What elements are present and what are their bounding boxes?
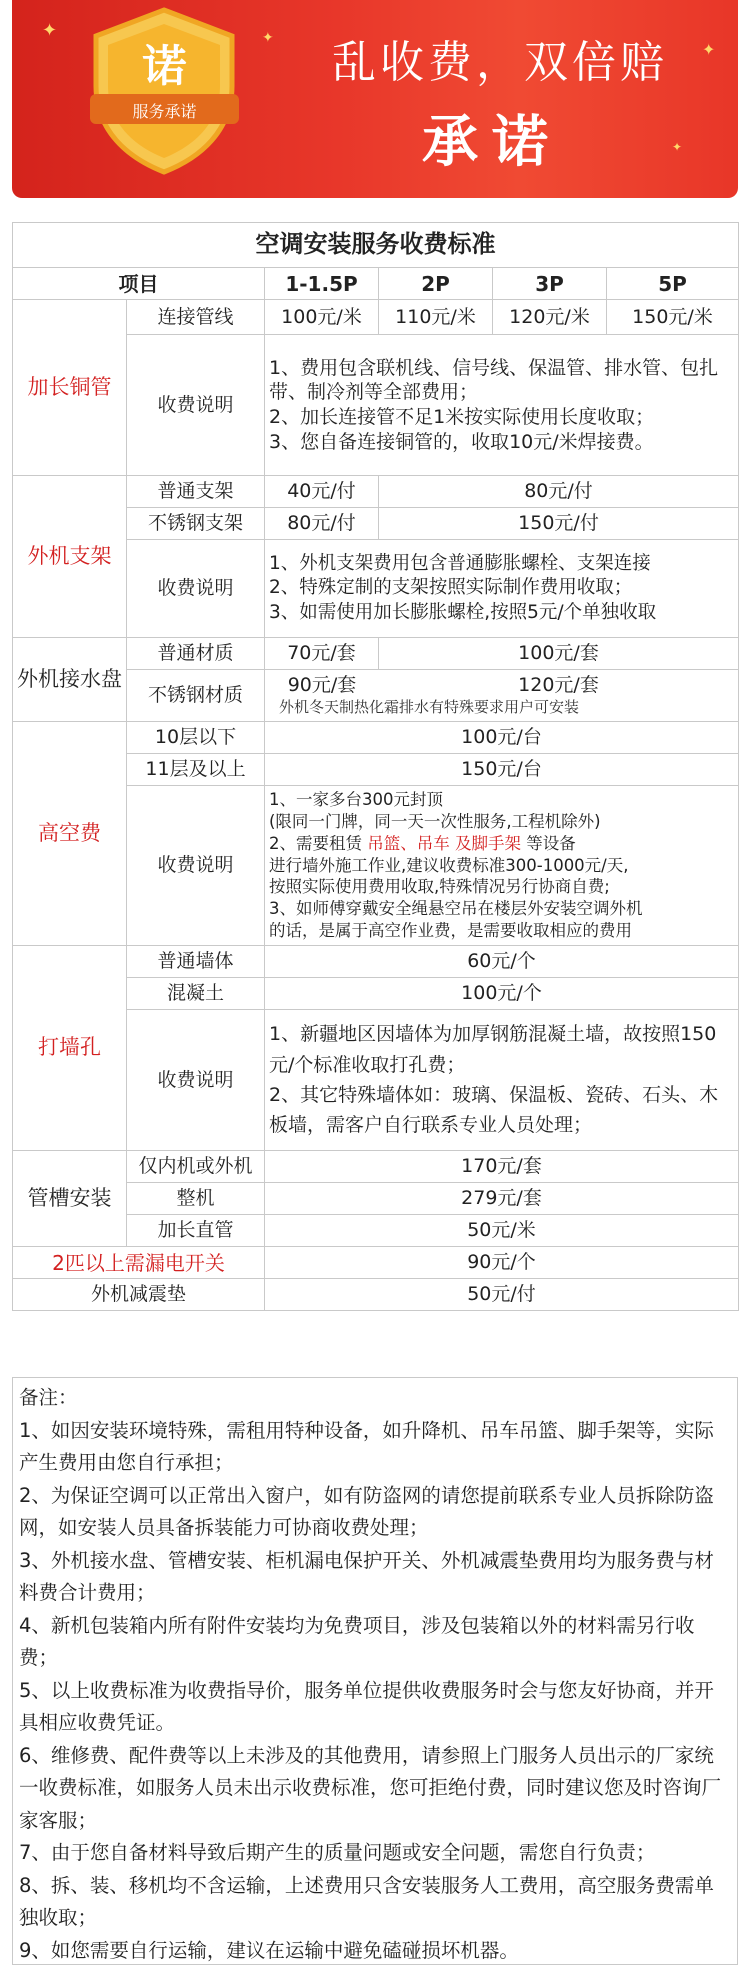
price-cell: 100元/套 — [379, 638, 739, 670]
price-cell: 120元/米 — [493, 300, 607, 335]
remark-item: 3、外机接水盘、管槽安装、柜机漏电保护开关、外机减震垫费用均为服务费与材料费合计费用； — [19, 1548, 714, 1604]
remarks-section — [12, 1377, 738, 1965]
promise-shield-icon — [82, 6, 247, 176]
row-label: 收费说明 — [127, 786, 265, 946]
remark-item: 2、为保证空调可以正常出入窗户，如有防盗网的请您提前联系专业人员拆除防盗网，如安装人员具备拆装能力可协商收费处理； — [19, 1483, 714, 1539]
description-line: 按照实际使用费用收取,特殊情况另行协商自费; — [269, 877, 610, 897]
price-cell: 170元/套 — [265, 1151, 739, 1183]
row-label: 收费说明 — [127, 335, 265, 476]
price-cell: 110元/米 — [379, 300, 493, 335]
description-line: 1、费用包含联机线、信号线、保温管、排水管、包扎带、制冷剂等全部费用； — [269, 356, 719, 404]
remarks-title: 备注： — [19, 1386, 78, 1409]
price-cell: 100元/米 — [265, 300, 379, 335]
description-line: 2、加长连接管不足1米按实际使用长度收取； — [269, 406, 655, 428]
fee-description — [265, 1010, 739, 1151]
fee-description — [265, 786, 739, 946]
description-line: 进行墙外施工作业,建议收费标准300-1000元/天, — [269, 855, 629, 875]
header-2p: 2P — [379, 268, 493, 300]
price-cell: 80元/付 — [379, 476, 739, 508]
shock-pad-label: 外机减震垫 — [13, 1279, 265, 1311]
price-cell: 120元/套 — [518, 674, 599, 697]
remark-item: 9、如您需要自行运输，建议在运输中避免磕碰损坏机器。 — [19, 1938, 519, 1962]
table-title: 空调安装服务收费标准 — [13, 223, 739, 268]
badge-ribbon-text: 服务承诺 — [132, 102, 197, 121]
row-label: 普通支架 — [127, 476, 265, 508]
description-line: (限同一门牌，同一天一次性服务,工程机除外) — [269, 812, 601, 832]
banner-slogan: 乱收费，双倍赔 — [332, 37, 668, 88]
remark-item: 8、拆、装、移机均不含运输，上述费用只含安装服务人工费用，高空服务费需单独收取； — [19, 1873, 714, 1929]
price-cell: 70元/套 — [265, 638, 379, 670]
table-header — [13, 268, 739, 300]
price-cell: 60元/个 — [265, 946, 739, 978]
description-line: 1、一家多台300元封顶 — [269, 790, 443, 810]
badge-character: 诺 — [142, 41, 187, 92]
description-line: 1、外机支架费用包含普通膨胀螺栓、支架连接 — [269, 553, 651, 575]
row-label: 不锈钢支架 — [127, 508, 265, 540]
fee-description — [265, 335, 739, 476]
row-label: 收费说明 — [127, 1010, 265, 1151]
drain-tray-note: 外机冬天制热化霜排水有特殊要求用户可安装 — [279, 697, 580, 716]
row-label: 普通材质 — [127, 638, 265, 670]
price-cell: 150元/米 — [607, 300, 739, 335]
category-drain-tray: 外机接水盘 — [13, 638, 127, 722]
remark-item: 5、以上收费标准为收费指导价，服务单位提供收费服务时会与您友好协商，并开具相应收费凭证。 — [19, 1678, 714, 1734]
header-1p: 1-1.5P — [265, 268, 379, 300]
category-wall-hole: 打墙孔 — [13, 946, 127, 1151]
fee-description — [265, 540, 739, 638]
sparkle-icon: ✦ — [672, 140, 683, 154]
category-bracket: 外机支架 — [13, 476, 127, 638]
description-line — [269, 833, 736, 855]
price-cell: 150元/付 — [379, 508, 739, 540]
drain-tray-steel-cell — [265, 670, 739, 722]
description-text: 等设备 — [521, 833, 576, 853]
category-conduit: 管槽安装 — [13, 1151, 127, 1247]
category-copper-pipe: 加长铜管 — [13, 300, 127, 476]
description-line: 的话，是属于高空作业费，是需要收取相应的费用 — [269, 920, 632, 940]
description-text: 2、需要租赁 — [269, 833, 368, 853]
price-cell: 50元/米 — [265, 1215, 739, 1247]
price-cell: 90元/个 — [265, 1247, 739, 1279]
promise-banner — [12, 0, 738, 198]
description-line: 1、新疆地区因墙体为加厚钢筋混凝土墙，故按照150元/个标准收取打孔费； — [269, 1023, 717, 1076]
banner-headline: 承诺 — [422, 110, 562, 175]
description-line: 2、特殊定制的支架按照实际制作费用收取； — [269, 577, 633, 599]
row-label: 混凝土 — [127, 978, 265, 1010]
header-5p: 5P — [607, 268, 739, 300]
row-label: 11层及以上 — [127, 754, 265, 786]
sparkle-icon: ✦ — [262, 30, 274, 46]
sparkle-icon: ✦ — [702, 40, 716, 59]
row-label: 不锈钢材质 — [127, 670, 265, 722]
row-label: 普通墙体 — [127, 946, 265, 978]
remark-item: 1、如因安装环境特殊，需租用特种设备，如升降机、吊车吊篮、脚手架等，实际产生费用由您自行承担； — [19, 1418, 714, 1474]
price-cell: 90元/套 — [287, 674, 357, 697]
description-line: 3、如需使用加长膨胀螺栓,按照5元/个单独收取 — [269, 601, 657, 623]
price-cell: 40元/付 — [265, 476, 379, 508]
header-3p: 3P — [493, 268, 607, 300]
description-line: 3、您自备连接铜管的，收取10元/米焊接费。 — [269, 430, 654, 453]
price-cell: 50元/付 — [265, 1279, 739, 1311]
equipment-highlight: 吊篮、吊车 及脚手架 — [367, 833, 521, 853]
row-label: 收费说明 — [127, 540, 265, 638]
row-label: 整机 — [127, 1183, 265, 1215]
row-label: 连接管线 — [127, 300, 265, 335]
fee-table — [12, 222, 738, 1311]
header-item: 项目 — [13, 268, 265, 300]
description-line: 3、如师傅穿戴安全绳悬空吊在楼层外安装空调外机 — [269, 899, 643, 919]
row-label: 10层以下 — [127, 722, 265, 754]
category-high-altitude: 高空费 — [13, 722, 127, 946]
price-cell: 150元/台 — [265, 754, 739, 786]
sparkle-icon: ✦ — [42, 20, 58, 41]
row-label: 仅内机或外机 — [127, 1151, 265, 1183]
remark-item: 6、维修费、配件费等以上未涉及的其他费用，请参照上门服务人员出示的厂家统一收费标准，如服务人员未出示收费标准，您可拒绝付费，同时建议您及时咨询厂家客服； — [19, 1743, 722, 1832]
leakage-switch-label: 2匹以上需漏电开关 — [13, 1247, 265, 1279]
price-cell: 100元/台 — [265, 722, 739, 754]
remark-item: 4、新机包装箱内所有附件安装均为免费项目，涉及包装箱以外的材料需另行收费； — [19, 1613, 695, 1669]
remark-item: 7、由于您自备材料导致后期产生的质量问题或安全问题，需您自行负责； — [19, 1841, 656, 1864]
price-cell: 100元/个 — [265, 978, 739, 1010]
price-cell: 279元/套 — [265, 1183, 739, 1215]
price-cell: 80元/付 — [265, 508, 379, 540]
row-label: 加长直管 — [127, 1215, 265, 1247]
description-line: 2、其它特殊墙体如：玻璃、保温板、瓷砖、石头、木板墙，需客户自行联系专业人员处理； — [269, 1084, 719, 1137]
